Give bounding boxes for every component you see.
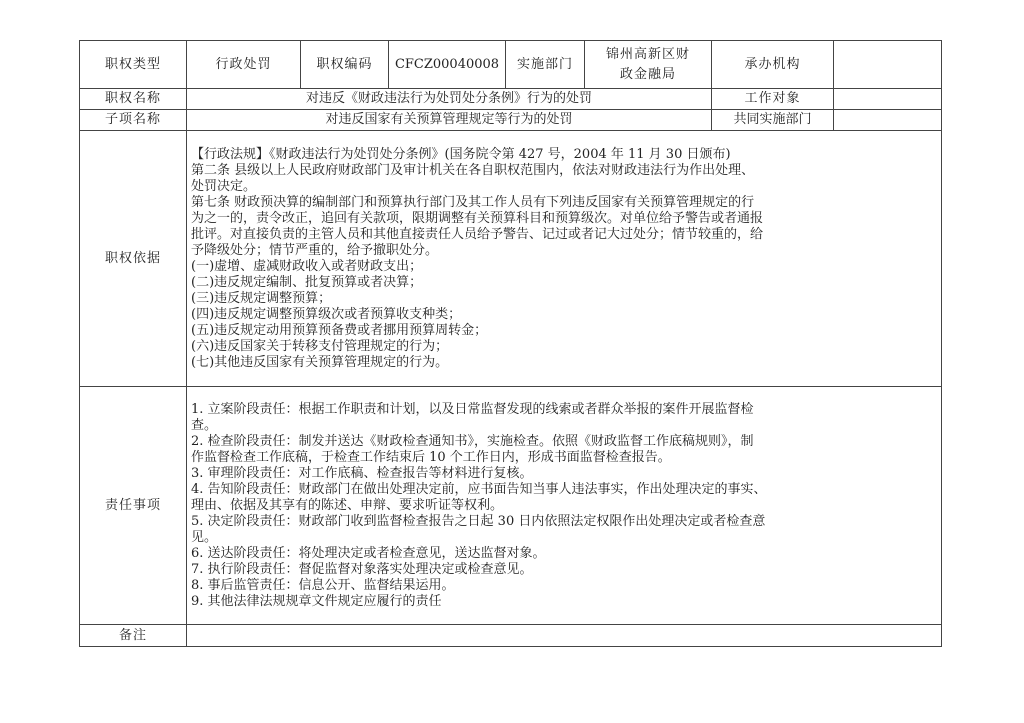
- basis-line: (七)其他违反国家有关预算管理规定的行为。: [191, 354, 449, 370]
- responsibility-label: 责任事项: [80, 387, 187, 625]
- code-label: 职权编码: [301, 41, 389, 89]
- responsibility-line: 1. 立案阶段责任：根据工作职责和计划，以及日常监督发现的线索或者群众举报的案件开展监督检: [191, 401, 754, 417]
- authority-table: [79, 40, 942, 647]
- basis-content: [187, 131, 942, 387]
- code-value: CFCZ00040008: [389, 41, 506, 89]
- joint-value: [834, 110, 942, 131]
- basis-line: 第七条 财政预决算的编制部门和预算执行部门及其工作人员有下列违反国家有关预算管理规定的行: [191, 194, 755, 210]
- name-value: 对违反《财政违法行为处罚处分条例》行为的处罚: [187, 89, 712, 110]
- responsibility-content: [187, 387, 942, 625]
- responsibility-line: 8. 事后监管责任：信息公开、监督结果运用。: [191, 577, 455, 593]
- name-label: 职权名称: [80, 89, 187, 110]
- org-label: 承办机构: [712, 41, 834, 89]
- responsibility-line: 3. 审理阶段责任：对工作底稿、检查报告等材料进行复核。: [191, 465, 533, 481]
- dept-label: 实施部门: [506, 41, 585, 89]
- basis-line: 批评。对直接负责的主管人员和其他直接责任人员给予警告、记过或者记大过处分；情节较重的，给: [191, 226, 764, 242]
- basis-line: (五)违反规定动用预算预备费或者挪用预算周转金；: [191, 322, 488, 338]
- basis-line: (三)违反规定调整预算；: [191, 290, 332, 306]
- responsibility-line: 查。: [191, 417, 218, 433]
- responsibility-line: 6. 送达阶段责任：将处理决定或者检查意见，送达监督对象。: [191, 545, 546, 561]
- remarks-value: [187, 625, 942, 647]
- header-row: [80, 41, 942, 89]
- responsibility-line: 见。: [191, 529, 218, 545]
- basis-row: [80, 131, 942, 387]
- type-value: 行政处罚: [187, 41, 301, 89]
- target-value: [834, 89, 942, 110]
- responsibility-line: 2. 检查阶段责任：制发并送达《财政检查通知书》，实施检查。依照《财政监督工作底稿规则》，制: [191, 433, 754, 449]
- responsibility-line: 作监督检查工作底稿，于检查工作结束后 10 个工作日内，形成书面监督检查报告。: [191, 449, 671, 465]
- type-label: 职权类型: [80, 41, 187, 89]
- responsibility-line: 理由、依据及其享有的陈述、申辩、要求听证等权利。: [191, 497, 504, 513]
- responsibility-line: 5. 决定阶段责任：财政部门收到监督检查报告之日起 30 日内依照法定权限作出处理决定或者检查意: [191, 513, 766, 529]
- sub-row: [80, 110, 942, 131]
- sub-label: 子项名称: [80, 110, 187, 131]
- basis-line: 予降级处分；情节严重的，给予撤职处分。: [191, 242, 439, 258]
- responsibility-line: 7. 执行阶段责任：督促监督对象落实处理决定或检查意见。: [191, 561, 533, 577]
- dept-value-line2: 政金融局: [619, 66, 676, 82]
- org-value: [834, 41, 942, 89]
- basis-line: 【行政法规】《财政违法行为处罚处分条例》(国务院令第 427 号，2004 年 11 月 30 日颁布): [191, 146, 731, 162]
- remarks-row: [80, 625, 942, 647]
- target-label: 工作对象: [712, 89, 834, 110]
- responsibility-row: [80, 387, 942, 625]
- responsibility-line: 4. 告知阶段责任：财政部门在做出处理决定前，应书面告知当事人违法事实，作出处理决定的事实、: [191, 481, 767, 497]
- basis-line: (六)违反国家关于转移支付管理规定的行为；: [191, 338, 449, 354]
- basis-line: 处罚决定。: [191, 178, 257, 194]
- dept-value-line1: 锦州高新区财: [605, 46, 690, 62]
- joint-label: 共同实施部门: [712, 110, 834, 131]
- basis-line: 为之一的，责令改正，追回有关款项，限期调整有关预算科目和预算级次。对单位给予警告或者通报: [191, 210, 764, 226]
- responsibility-line: 9. 其他法律法规规章文件规定应履行的责任: [191, 593, 442, 609]
- basis-label: 职权依据: [80, 131, 187, 387]
- sub-value: 对违反国家有关预算管理规定等行为的处罚: [187, 110, 712, 131]
- basis-line: (二)违反规定编制、批复预算或者决算；: [191, 274, 423, 290]
- basis-line: 第二条 县级以上人民政府财政部门及审计机关在各自职权范围内，依法对财政违法行为作出处理、: [191, 162, 755, 178]
- name-row: [80, 89, 942, 110]
- dept-value: [585, 41, 712, 89]
- remarks-label: 备注: [80, 625, 187, 647]
- basis-line: (一)虚增、虚减财政收入或者财政支出；: [191, 258, 423, 274]
- basis-line: (四)违反规定调整预算级次或者预算收支种类；: [191, 306, 462, 322]
